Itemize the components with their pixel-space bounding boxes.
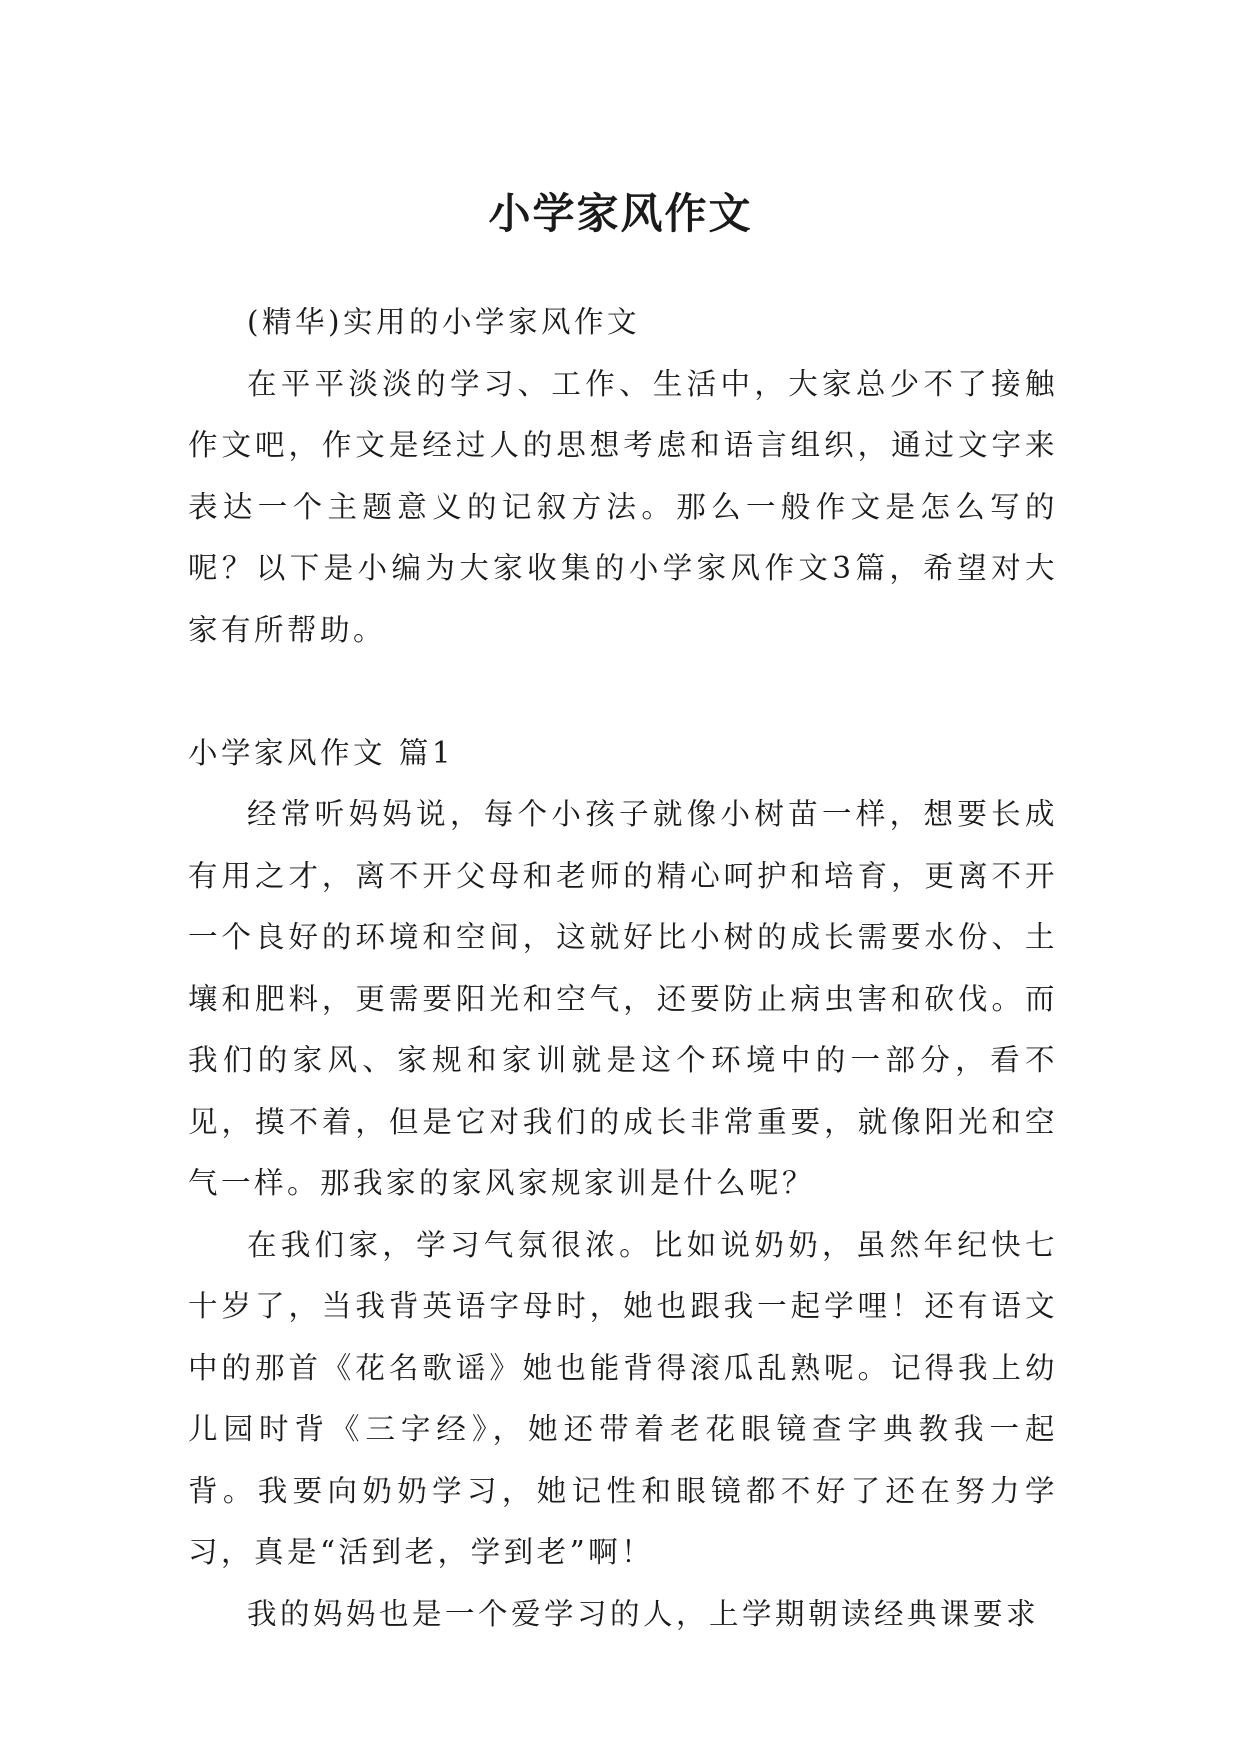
section-heading: 小学家风作文 篇1 xyxy=(188,735,455,770)
body-paragraph-1: 经常听妈妈说，每个小孩子就像小树苗一样，想要长成有用之才，离不开父母和老师的精心呵护和培育，更离不开一个良好的环境和空间，这就好比小树的成长需要水份、土壤和肥料，更需要阳光和空气，还要防止病虫害和砍伐。而我们的家风、家规和家训就是这个环境中的一部分，看不见，摸不着，但是它对我们的成长非常重要，就像阳光和空气一样。那我家的家风家规家训是什么呢？ xyxy=(188,797,1058,1200)
document-title: 小学家风作文 xyxy=(488,189,753,239)
document-body xyxy=(188,292,1058,1645)
document-subtitle: (精华)实用的小学家风作文 xyxy=(247,305,641,339)
body-paragraph-2: 在我们家，学习气氛很浓。比如说奶奶，虽然年纪快七十岁了，当我背英语字母时，她也跟我一起学哩！还有语文中的那首《花名歌谣》她也能背得滚瓜乱熟呢。记得我上幼儿园时背《三字经》，她还带着老花眼镜查字典教我一起背。我要向奶奶学习，她记性和眼镜都不好了还在努力学习，真是“活到老，学到老”啊！ xyxy=(188,1227,1058,1569)
body-paragraph-3: 我的妈妈也是一个爱学习的人，上学期朝读经典课要求 xyxy=(247,1596,1040,1631)
intro-paragraph: 在平平淡淡的学习、工作、生活中，大家总少不了接触作文吧，作文是经过人的思想考虑和语言组织，通过文字来表达一个主题意义的记叙方法。那么一般作文是怎么写的呢？以下是小编为大家收集的小学家风作文3篇，希望对大家有所帮助。 xyxy=(188,366,1058,647)
